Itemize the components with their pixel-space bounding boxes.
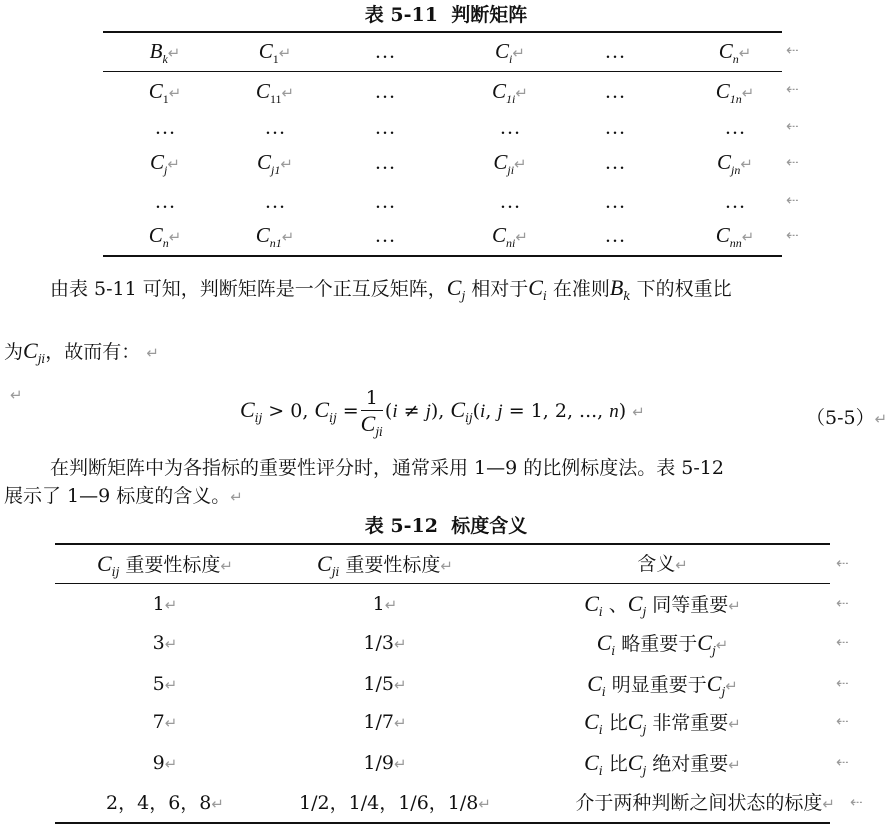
paragraph-2-line-2: 展示了 1—9 标度的含义。↵ — [4, 485, 243, 507]
paragraph-1-line-1: 由表 5-11 可知，判断矩阵是一个正互反矩阵，$C_j$ 相对于$C_i$ 在准则$B_k$ 下的权重比 — [50, 275, 732, 303]
table1-cell: $C_n↵$ — [148, 223, 182, 250]
table1-header-ellipsis: … — [604, 39, 626, 63]
table1-cell: … — [374, 115, 396, 139]
table1-cell: $C_{1i}↵$ — [492, 79, 528, 106]
row-end-mark: ⇠ — [786, 226, 799, 244]
table1-header-bk: $B_k↵$ — [149, 39, 181, 66]
table2-cell: $C_i$ 略重要于$C_j↵$ — [596, 630, 729, 658]
table1-header-c1: $C_1↵$ — [258, 39, 292, 66]
table1-cell: … — [604, 115, 626, 139]
table2-cell: 7↵ — [152, 711, 178, 733]
table1-top-rule — [103, 31, 782, 33]
table-5-12-caption: 表 5-12 标度含义 — [364, 515, 528, 537]
table1-header-cn: $C_n↵$ — [718, 39, 752, 66]
table2-cell: 9↵ — [152, 752, 178, 774]
table1-cell: … — [724, 115, 746, 139]
table1-header-ci: $C_i↵$ — [495, 39, 525, 66]
table1-cell: $C_{j1}↵$ — [257, 150, 293, 177]
table2-cell: 1↵ — [152, 593, 178, 615]
paragraph-2-line-1: 在判断矩阵中为各指标的重要性评分时，通常采用 1—9 的比例标度法。表 5-12 — [50, 457, 724, 479]
table2-header-meaning: 含义↵ — [637, 553, 688, 575]
table2-cell: $C_i$ 、$C_j$ 同等重要↵ — [584, 591, 741, 619]
row-end-mark: ⇠ — [786, 80, 799, 98]
equation-5-5: $C_{ij} > 0$, $C_{ij}$ = $\frac{1}{C_{ji}}$ (i ≠ j), $C_{ij}(i$, j = 1, 2, ..., n) ↵ — [240, 387, 645, 439]
table1-cell: $C_{1n}↵$ — [715, 79, 755, 106]
table2-cell: 介于两种判断之间状态的标度↵ — [575, 792, 835, 814]
table1-cell: … — [154, 189, 176, 213]
table1-cell: … — [604, 150, 626, 174]
table1-cell: … — [374, 223, 396, 247]
paragraph-1-line-2: 为$C_{ji}$，故而有： ↵ — [4, 338, 159, 366]
row-end-mark: ⇠ — [836, 712, 849, 730]
table1-cell: … — [264, 189, 286, 213]
row-end-mark: ⇠ — [836, 554, 849, 572]
table1-cell: $C_{jn}↵$ — [717, 150, 753, 177]
table2-cell: 1/2，1/4，1/6，1/8↵ — [299, 792, 491, 814]
table2-bottom-rule — [55, 822, 830, 824]
table2-cell: 2，4，6，8↵ — [106, 792, 224, 814]
table2-cell: $C_i$ 明显重要于$C_j↵$ — [587, 671, 738, 699]
table2-cell: 3↵ — [152, 632, 178, 654]
row-end-mark: ⇠ — [836, 594, 849, 612]
table1-cell: … — [499, 189, 521, 213]
row-end-mark: ⇠ — [786, 153, 799, 171]
table1-cell: $C_{ni}↵$ — [492, 223, 528, 250]
row-end-mark: ⇠ — [836, 674, 849, 692]
row-end-mark: ⇠ — [786, 191, 799, 209]
table1-cell: … — [374, 189, 396, 213]
table2-header-cij: $C_{ij}$ 重要性标度↵ — [97, 551, 233, 579]
table1-cell: … — [374, 79, 396, 103]
table1-cell: … — [264, 115, 286, 139]
row-end-mark: ⇠ — [836, 633, 849, 651]
table2-cell: 1/3↵ — [363, 632, 407, 654]
table1-cell: $C_{11}↵$ — [255, 79, 295, 106]
row-end-mark: ⇠ — [786, 117, 799, 135]
empty-paragraph-mark: ↵ — [10, 386, 23, 404]
table2-header-cji: $C_{ji}$ 重要性标度↵ — [317, 551, 453, 579]
table2-cell: 1↵ — [372, 593, 398, 615]
table1-bottom-rule — [103, 255, 782, 257]
table2-cell: 1/9↵ — [363, 752, 407, 774]
table2-cell: $C_i$ 比$C_j$ 绝对重要↵ — [584, 750, 741, 778]
table2-cell: 5↵ — [152, 673, 178, 695]
table1-cell: $C_1↵$ — [148, 79, 182, 106]
table1-cell: $C_{nn}↵$ — [715, 223, 755, 250]
row-end-mark: ⇠ — [786, 41, 799, 59]
table2-cell: 1/5↵ — [363, 673, 407, 695]
table1-cell: … — [604, 223, 626, 247]
table1-cell: … — [374, 150, 396, 174]
table1-header-rule — [103, 71, 782, 72]
table1-cell: $C_j↵$ — [150, 150, 180, 177]
table1-cell: … — [604, 189, 626, 213]
table1-cell: … — [604, 79, 626, 103]
table2-cell: $C_i$ 比$C_j$ 非常重要↵ — [584, 709, 741, 737]
table2-header-rule — [55, 583, 830, 584]
row-end-mark: ⇠ — [850, 793, 863, 811]
table1-cell: … — [499, 115, 521, 139]
table-5-11-caption: 表 5-11 判断矩阵 — [364, 4, 528, 26]
table2-cell: 1/7↵ — [363, 711, 407, 733]
equation-number: （5-5）↵ — [806, 407, 888, 429]
table2-top-rule — [55, 543, 830, 545]
table1-header-ellipsis: … — [374, 39, 396, 63]
table1-cell: … — [154, 115, 176, 139]
row-end-mark: ⇠ — [836, 753, 849, 771]
table1-cell: $C_{n1}↵$ — [255, 223, 295, 250]
table1-cell: … — [724, 189, 746, 213]
table1-cell: $C_{ji}↵$ — [493, 150, 527, 177]
